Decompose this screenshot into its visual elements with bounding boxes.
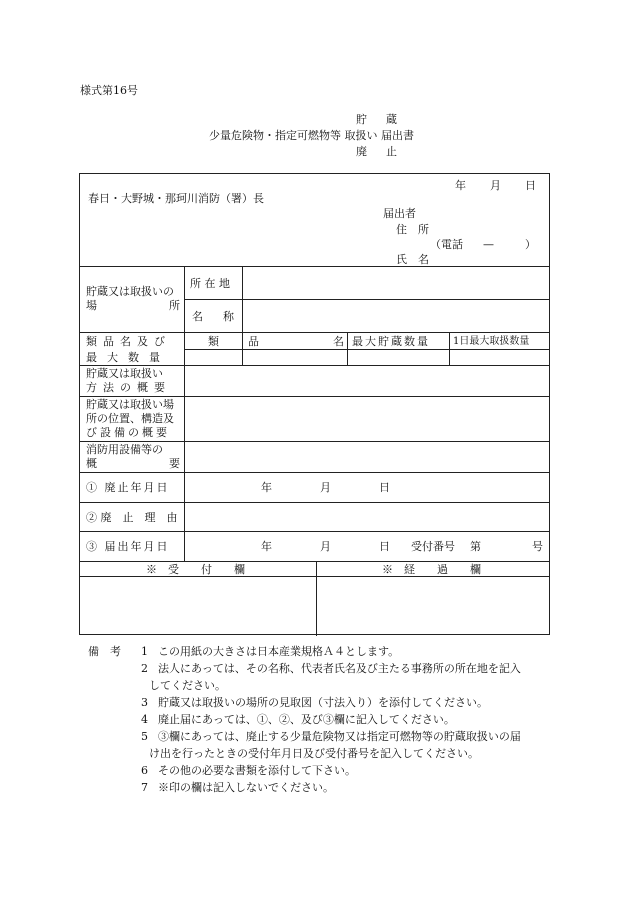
place-label-2b: 所: [169, 299, 180, 312]
structure-label-3: び設備の概要: [86, 426, 170, 439]
note-num: 4: [141, 713, 148, 726]
structure-label-2: 所の位置、構造及: [86, 412, 174, 425]
note-num: 2: [141, 662, 148, 675]
note-text: その他の必要な書類を添付して下さい。: [158, 764, 356, 777]
date-year-label: 年: [455, 179, 466, 192]
title-option-storage: 貯 蔵: [356, 113, 401, 126]
phone-label: （電話: [430, 238, 463, 251]
col-name: 名: [333, 335, 344, 348]
col-max-daily: 1日最大取扱数量: [453, 336, 530, 347]
phone-close: ）: [525, 238, 536, 251]
receipt-dai: 第: [470, 540, 481, 553]
col-max-storage: 最大貯蔵数量: [352, 335, 430, 348]
note-num: 3: [141, 696, 148, 709]
notify-day: 日: [379, 540, 390, 553]
structure-label: 貯蔵又は取扱い場: [86, 398, 174, 411]
note-text: この用紙の大きさは日本産業規格Ａ４とします。: [158, 645, 400, 658]
receipt-go: 号: [532, 540, 543, 553]
note-num: 6: [141, 764, 148, 777]
method-label-2: 方法の概要: [86, 381, 171, 394]
abolish-year: 年: [261, 481, 272, 494]
category-label: 類品名及び: [86, 335, 171, 348]
receipt-number-label: 受付番号: [411, 540, 455, 553]
abolish-day: 日: [379, 481, 390, 494]
name-field-label: [192, 310, 234, 323]
name-field-label-b: 称: [223, 310, 234, 323]
phone-dash: —: [483, 238, 494, 251]
note-text: してください。: [149, 679, 226, 692]
note-text: 法人にあっては、その名称、代表者氏名及び主たる事務所の所在地を記入: [158, 662, 521, 675]
place-label: 貯蔵又は取扱いの: [86, 285, 174, 298]
fire-label-2a: 概: [86, 457, 97, 470]
name-label: 氏 名: [396, 253, 429, 266]
place-label-2a: 場: [86, 299, 97, 312]
note-text: 廃止届にあっては、①、②、及び③欄に記入してください。: [158, 713, 455, 726]
abolish-reason-label: ② 廃 止 理 由: [86, 511, 178, 524]
date-day-label: 日: [525, 179, 536, 192]
note-num: 5: [141, 730, 148, 743]
note-num: 7: [141, 781, 148, 794]
note-text: け出を行ったときの受付年月日及び受付番号を記入してください。: [149, 747, 479, 760]
fire-label-2b: 要: [169, 457, 180, 470]
name-field-label-a: 名: [192, 310, 203, 323]
location-label: 所 在 地: [190, 277, 230, 290]
method-label: 貯蔵又は取扱い: [86, 367, 163, 380]
notify-month: 月: [320, 540, 331, 553]
abolish-date-label: ① 廃止年月日: [86, 481, 170, 494]
notify-year: 年: [261, 540, 272, 553]
address-label: 住 所: [396, 223, 429, 236]
notify-date-label: ③ 届出年月日: [86, 540, 170, 553]
form-number: 様式第16号: [80, 84, 138, 97]
page-title: 少量危険物・指定可燃物等 取扱い 届出書: [209, 129, 414, 142]
reception-header: ※ 受 付 欄: [146, 563, 245, 576]
note-text: ※印の欄は記入しないでください。: [158, 781, 334, 794]
notes-label: 備 考: [88, 645, 121, 658]
note-num: 1: [141, 645, 148, 658]
col-class: 類: [208, 335, 219, 348]
fire-equipment-label-2: [86, 457, 180, 470]
abolish-month: 月: [320, 481, 331, 494]
progress-header: ※ 経 過 欄: [382, 563, 481, 576]
place-label-2: [86, 299, 180, 312]
max-quantity-label: 最大数量: [86, 351, 170, 364]
notifier-label: 届出者: [383, 207, 416, 220]
date-month-label: 月: [490, 179, 501, 192]
form-table: [79, 173, 550, 635]
fire-equipment-label: 消防用設備等の: [86, 443, 163, 456]
addressee: 春日・大野城・那珂川消防（署）長: [88, 192, 264, 205]
col-item: 品: [248, 335, 259, 348]
note-text: ③欄にあっては、廃止する少量危険物又は指定可燃物等の貯蔵取扱いの届: [158, 730, 521, 743]
title-option-abolish: 廃 止: [356, 145, 401, 158]
note-text: 貯蔵又は取扱いの場所の見取図（寸法入り）を添付してください。: [158, 696, 488, 709]
